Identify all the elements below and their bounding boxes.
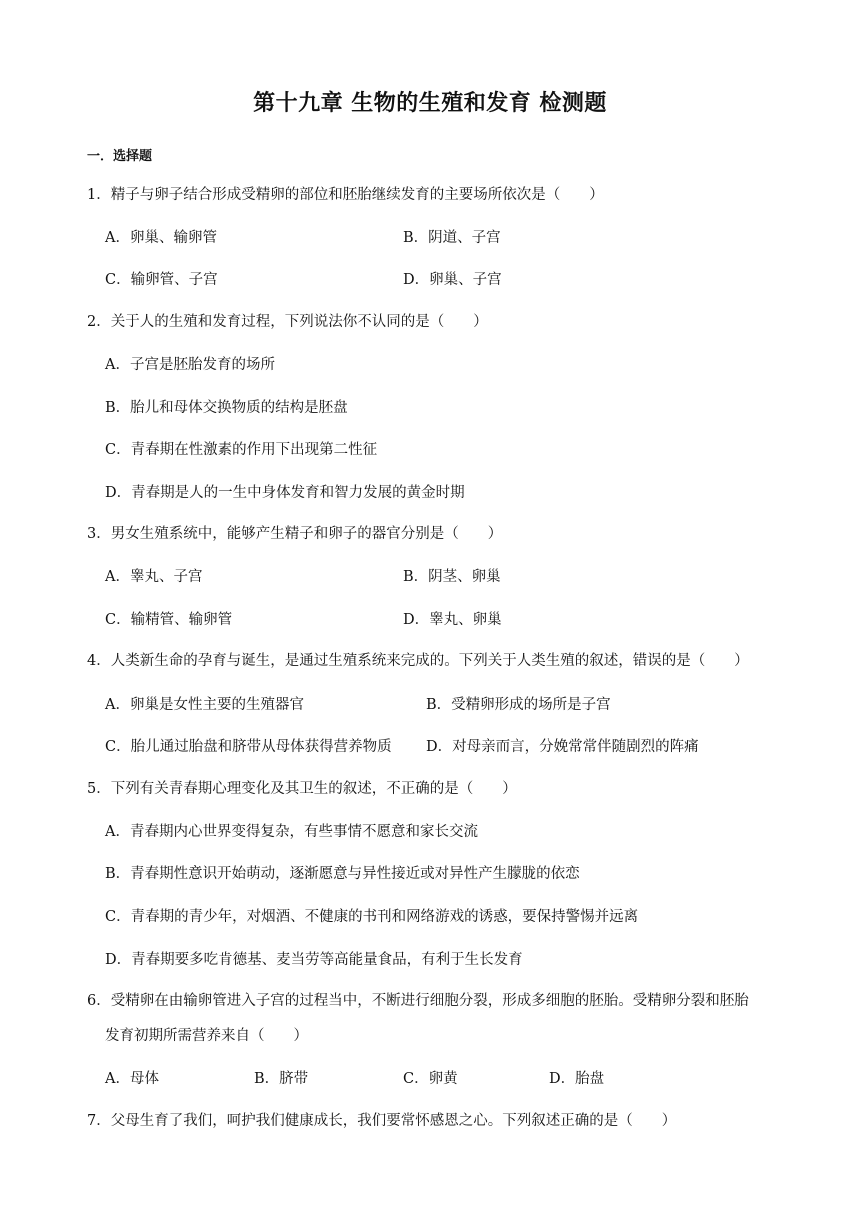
question-4-option-a: A．卵巢是女性主要的生殖器官 <box>105 697 304 713</box>
question-2-stem: 2．关于人的生殖和发育过程，下列说法你不认同的是（ ） <box>87 314 488 330</box>
question-2-option-b: B．胎儿和母体交换物质的结构是胚盘 <box>105 400 348 416</box>
question-3-option-d: D．睾丸、卵巢 <box>403 612 502 628</box>
question-3-stem: 3．男女生殖系统中，能够产生精子和卵子的器官分别是（ ） <box>87 526 503 542</box>
question-6-option-c: C．卵黄 <box>403 1071 458 1087</box>
question-3-option-a: A．睾丸、子宫 <box>105 569 203 585</box>
question-4-option-b: B．受精卵形成的场所是子宫 <box>426 697 611 713</box>
section-heading: 一．选择题 <box>87 149 153 164</box>
question-6-option-d: D．胎盘 <box>549 1071 605 1087</box>
question-6-stem-line-1: 6．受精卵在由输卵管进入子宫的过程当中，不断进行细胞分裂，形成多细胞的胚胎。受精卵分裂和胚胎 <box>87 993 749 1009</box>
question-5-option-d: D．青春期要多吃肯德基、麦当劳等高能量食品，有利于生长发育 <box>105 952 523 968</box>
question-6-option-b: B．脐带 <box>254 1071 309 1087</box>
question-1-stem: 1．精子与卵子结合形成受精卵的部位和胚胎继续发育的主要场所依次是（ ） <box>87 187 604 203</box>
question-5-option-a: A．青春期内心世界变得复杂，有些事情不愿意和家长交流 <box>105 824 478 840</box>
question-3-option-c: C．输精管、输卵管 <box>105 612 233 628</box>
question-7-stem: 7．父母生育了我们，呵护我们健康成长，我们要常怀感恩之心。下列叙述正确的是（ ） <box>87 1113 677 1129</box>
question-2-option-d: D．青春期是人的一生中身体发育和智力发展的黄金时期 <box>105 485 465 501</box>
question-4-option-d: D．对母亲而言，分娩常常伴随剧烈的阵痛 <box>426 739 699 755</box>
question-1-option-b: B．阴道、子宫 <box>403 230 501 246</box>
question-3-option-b: B．阴茎、卵巢 <box>403 569 501 585</box>
question-4-stem: 4．人类新生命的孕育与诞生，是通过生殖系统来完成的。下列关于人类生殖的叙述，错误的是（ ） <box>87 653 749 669</box>
question-4-option-c: C．胎儿通过胎盘和脐带从母体获得营养物质 <box>105 739 392 755</box>
question-1-option-c: C．输卵管、子宫 <box>105 272 218 288</box>
question-5-stem: 5．下列有关青春期心理变化及其卫生的叙述，不正确的是（ ） <box>87 781 517 797</box>
question-5-option-b: B．青春期性意识开始萌动，逐渐愿意与异性接近或对异性产生朦胧的依恋 <box>105 866 580 882</box>
question-5-option-c: C．青春期的青少年，对烟酒、不健康的书刊和网络游戏的诱惑，要保持警惕并远离 <box>105 909 639 925</box>
question-1-option-d: D．卵巢、子宫 <box>403 272 502 288</box>
question-1-option-a: A．卵巢、输卵管 <box>105 230 217 246</box>
page-title: 第十九章 生物的生殖和发育 检测题 <box>253 90 607 116</box>
question-6-option-a: A．母体 <box>105 1071 159 1087</box>
question-2-option-c: C．青春期在性激素的作用下出现第二性征 <box>105 442 378 458</box>
question-2-option-a: A．子宫是胚胎发育的场所 <box>105 357 275 373</box>
question-6-stem-line-2: 发育初期所需营养来自（ ） <box>105 1028 308 1044</box>
